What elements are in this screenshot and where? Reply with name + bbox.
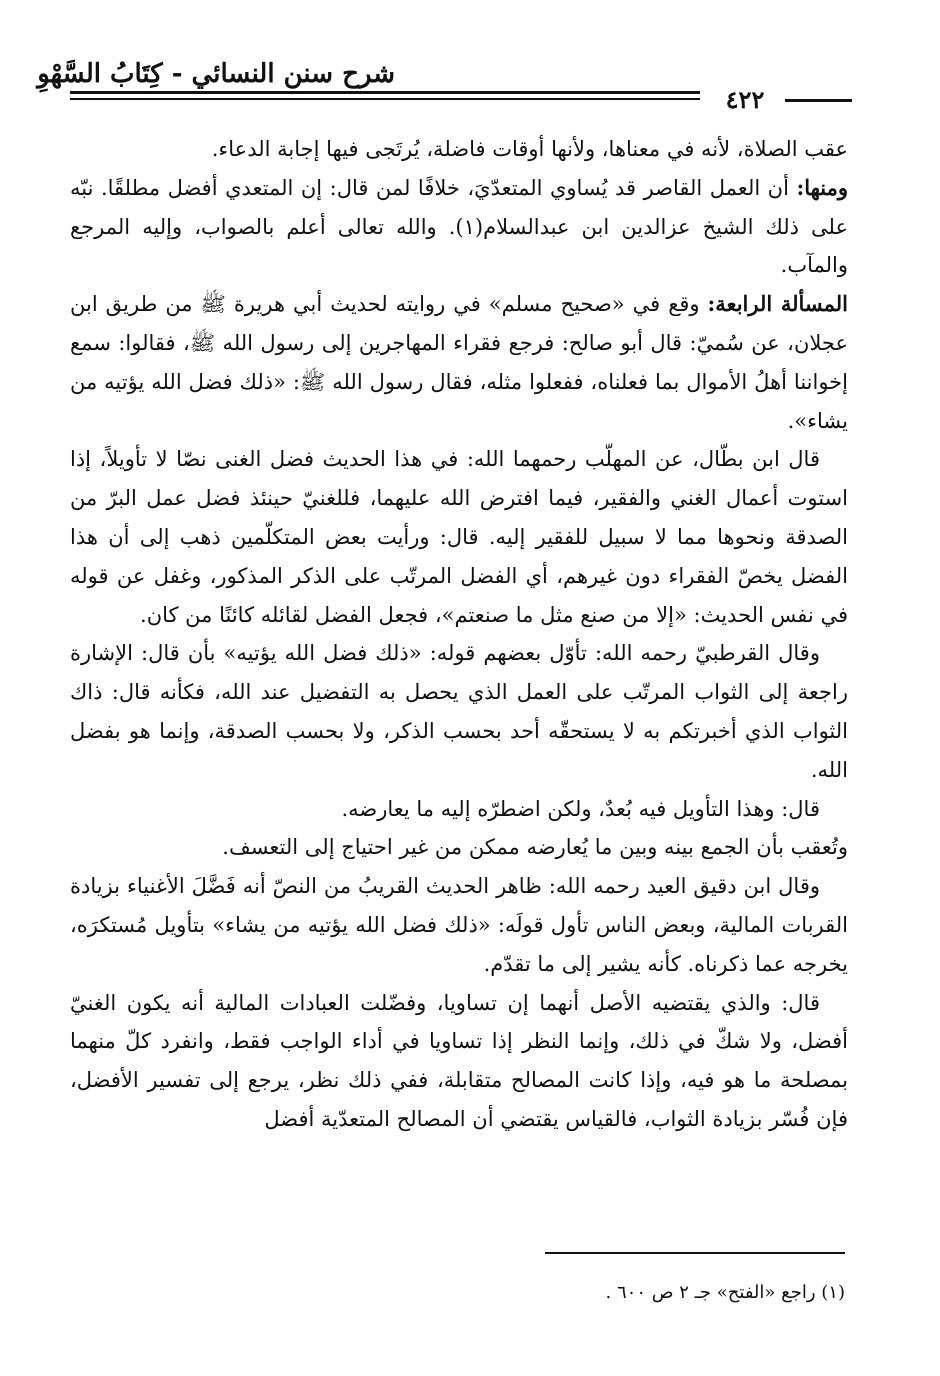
paragraph-2-text: أن العمل القاصر قد يُساوي المتعدّيَ، خلافًا لمن قال: إن المتعدي أفضل مطلقًا. نبّه على ذلك الشيخ عزالدين ابن عبدالسلام(١). والله تعالى أعلم بالصواب، وإليه المرجع والمآب. xyxy=(70,175,849,278)
header-rule-top xyxy=(70,91,700,94)
footnote: (١) راجع «الفتح» جـ ٢ ص ٦٠٠ . xyxy=(605,1282,845,1303)
paragraph-6: قال: وهذا التأويل فيه بُعدٌ، ولكن اضطرّه إليه ما يعارضه. xyxy=(341,796,820,821)
paragraph-5: وقال القرطبيّ رحمه الله: تأوّل بعضهم قوله: «ذلك فضل الله يؤتيه» بأن قال: الإشارة راجعة إلى الثواب المرتّب على العمل الذي يحصل به التفضيل عند الله، فكأنه قال: ذاك الثواب الذي أخبرتكم به لا يستحقّه أحد بحسب الذكر، ولا بحسب الصدقة، وإنما هو بفضل الله. xyxy=(70,641,848,782)
paragraph-7: وتُعقب بأن الجمع بينه وبين ما يُعارضه ممكن من غير احتياج إلى التعسف. xyxy=(222,835,848,860)
paragraph-9: قال: والذي يقتضيه الأصل أنهما إن تساويا، وفضّلت العبادات المالية أنه يكون الغنيّ أفضل، ولا شكّ في ذلك، وإنما النظر إذا تساويا في أداء الواجب فقط، وانفرد كلّ منهما بمصلحة ما هو فيه، وإذا كانت المصالح متقابلة، ففي ذلك نظر، يرجع إلى تفسير الأفضل، فإن فُسّر بزيادة الثواب، فالقياس يقتضي أن المصالح المتعدّية أفضل xyxy=(70,990,848,1131)
paragraph-3-lead: المسألة الرابعة: xyxy=(707,291,848,317)
page-number: ٤٢٢ xyxy=(725,85,765,114)
paragraph-4: قال ابن بطّال، عن المهلّب رحمهما الله: في هذا الحديث فضل الغنى نصّا لا تأويلاً، إذا استوت أعمال الغني والفقير، فيما افترض الله عليهما، فللغنيّ حينئذ فضل عمل البرّ من الصدقة ونحوها مما لا سبيل للفقير إليه. قال: ورأيت بعض المتكلّمين ذهب إلى أن هذا الفضل يخصّ الفقراء دون غيرهم، أي الفضل المرتّب على الذكر المذكور، وغفل عن قوله في نفس الحديث: «إلا من صنع مثل ما صنعتم»، فجعل الفضل لقائله كائنًا من كان. xyxy=(70,447,848,627)
footnote-rule xyxy=(545,1252,845,1254)
paragraph-2 xyxy=(70,169,848,285)
paragraph-3 xyxy=(70,285,848,440)
paragraph-2-lead: ومنها: xyxy=(796,174,848,200)
paragraph-3-text: وقع في «صحيح مسلم» في روايته لحديث أبي هريرة ﷺ من طريق ابن عجلان، عن سُميّ: قال أبو صالح: فرجع فقراء المهاجرين إلى رسول الله ﷺ، فقالوا: سمع إخواننا أهلُ الأموال بما فعلناه، ففعلوا مثله، فقال رسول الله ﷺ: «ذلك فضل الله يؤتيه من يشاء». xyxy=(70,292,848,433)
main-text xyxy=(70,130,848,1139)
paragraph-8: وقال ابن دقيق العيد رحمه الله: ظاهر الحديث القريبُ من النصّ أنه فَضَّلَ الأغنياء بزيادة القربات المالية، وبعض الناس تأول قولَه: «ذلك فضل الله يؤتيه من يشاء» بتأويل مُستكرَه، يخرجه عما ذكرناه. كأنه يشير إلى ما تقدّم. xyxy=(70,874,848,976)
running-header-title: شرح سنن النسائي - كِتَابُ السَّهْوِ xyxy=(37,59,395,89)
page-number-rule xyxy=(785,99,852,102)
paragraph-1: عقب الصلاة، لأنه في معناها، ولأنها أوقات فاضلة، يُرتَجى فيها إجابة الدعاء. xyxy=(211,137,848,161)
header-rule-bottom xyxy=(70,98,700,100)
